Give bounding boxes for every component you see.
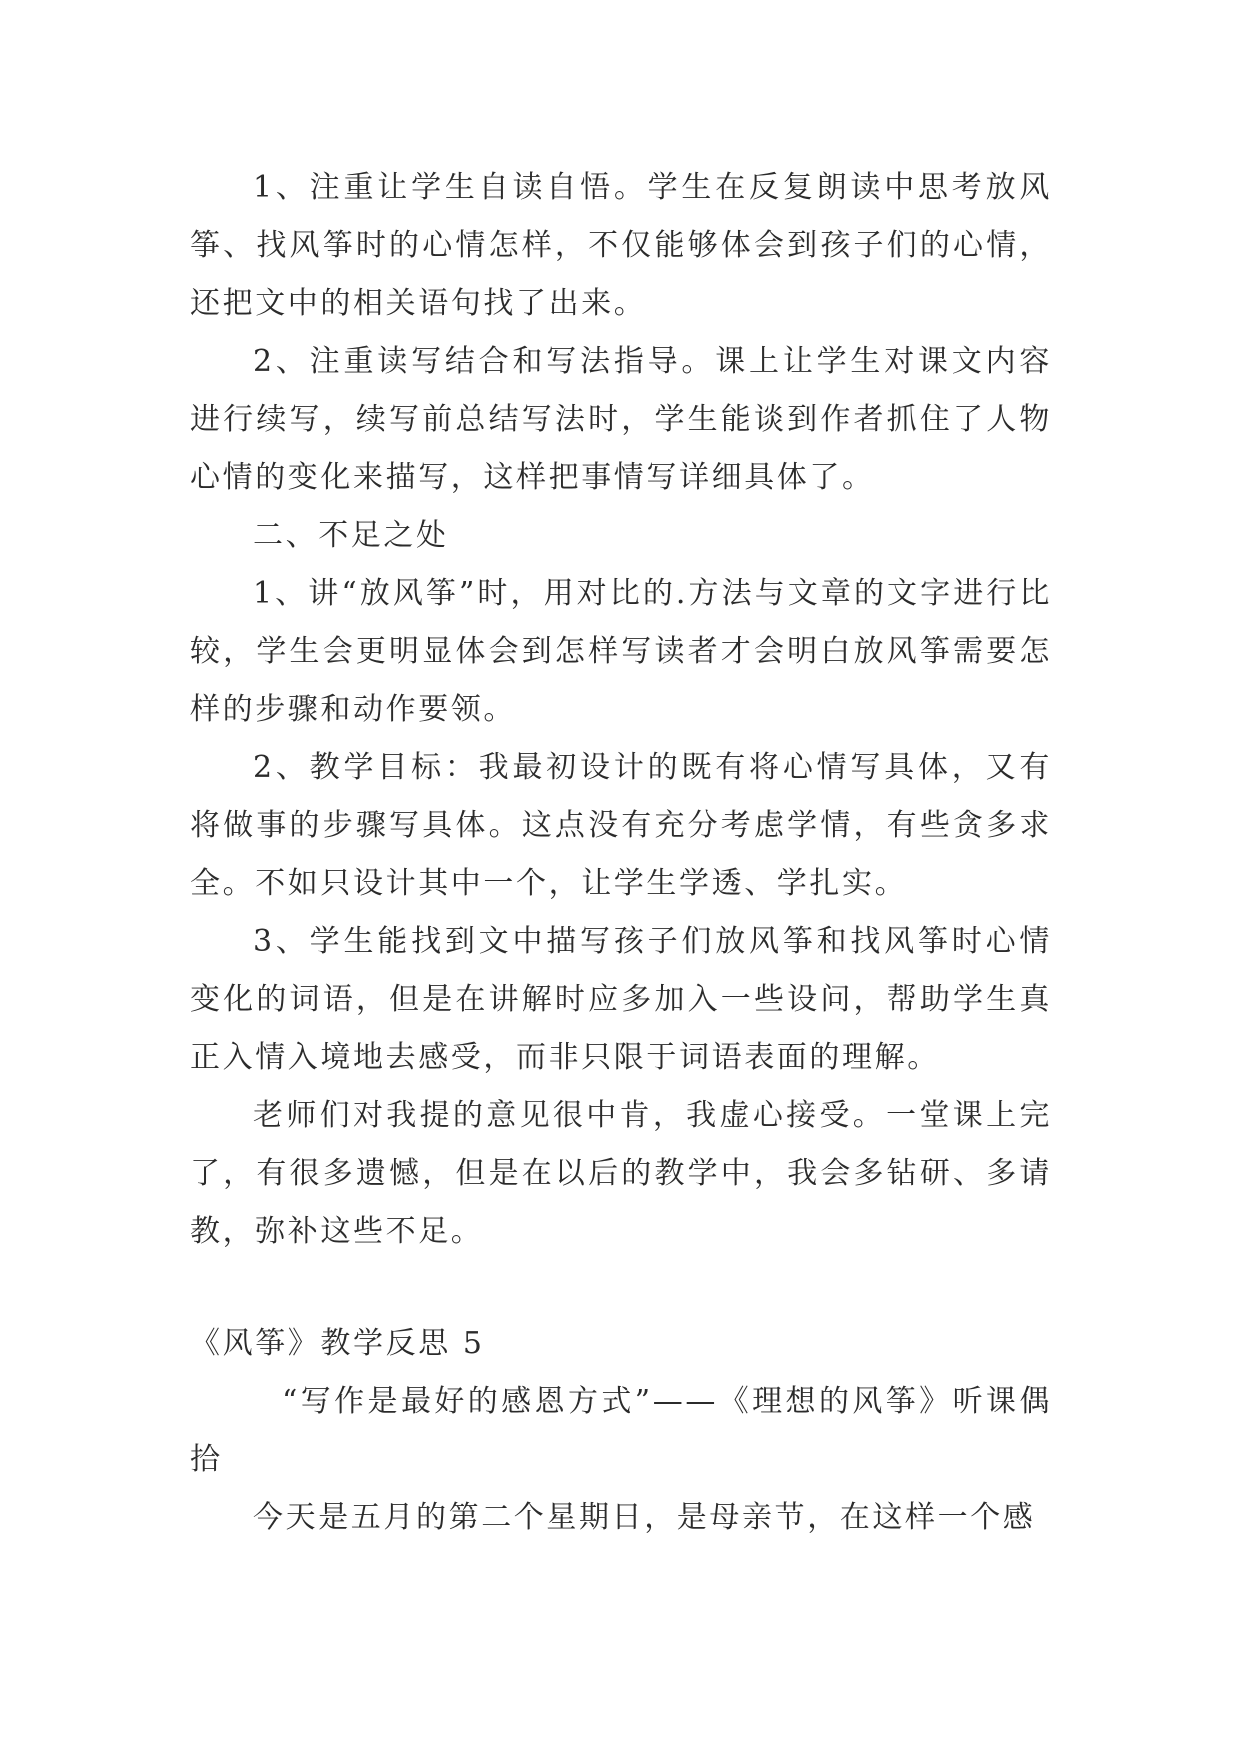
paragraph-6: 老师们对我提的意见很中肯，我虚心接受。一堂课上完了，有很多遗憾，但是在以后的教学中，我会多钻研、多请教，弥补这些不足。 <box>190 1098 1052 1249</box>
heading-shortcomings: 二、不足之处 <box>253 518 449 553</box>
section-title: 《风筝》教学反思 5 <box>190 1326 485 1361</box>
paragraph-7: 今天是五月的第二个星期日，是母亲节，在这样一个感 <box>253 1500 1036 1535</box>
paragraph-4: 2、教学目标：我最初设计的既有将心情写具体，又有将做事的步骤写具体。这点没有充分考虑学情，有些贪多求全。不如只设计其中一个，让学生学透、学扎实。 <box>190 750 1052 901</box>
document-body <box>190 159 1052 1547</box>
subtitle: “写作是最好的感恩方式”——《理想的风筝》听课偶拾 <box>190 1384 1052 1477</box>
paragraph-3: 1、讲“放风筝”时，用对比的.方法与文章的文字进行比较，学生会更明显体会到怎样写读者才会明白放风筝需要怎样的步骤和动作要领。 <box>190 576 1052 727</box>
paragraph-2: 2、注重读写结合和写法指导。课上让学生对课文内容进行续写，续写前总结写法时，学生能谈到作者抓住了人物心情的变化来描写，这样把事情写详细具体了。 <box>190 344 1052 495</box>
paragraph-1: 1、注重让学生自读自悟。学生在反复朗读中思考放风筝、找风筝时的心情怎样，不仅能够体会到孩子们的心情，还把文中的相关语句找了出来。 <box>190 170 1052 321</box>
paragraph-5: 3、学生能找到文中描写孩子们放风筝和找风筝时心情变化的词语，但是在讲解时应多加入一些设问，帮助学生真正入情入境地去感受，而非只限于词语表面的理解。 <box>190 924 1052 1075</box>
